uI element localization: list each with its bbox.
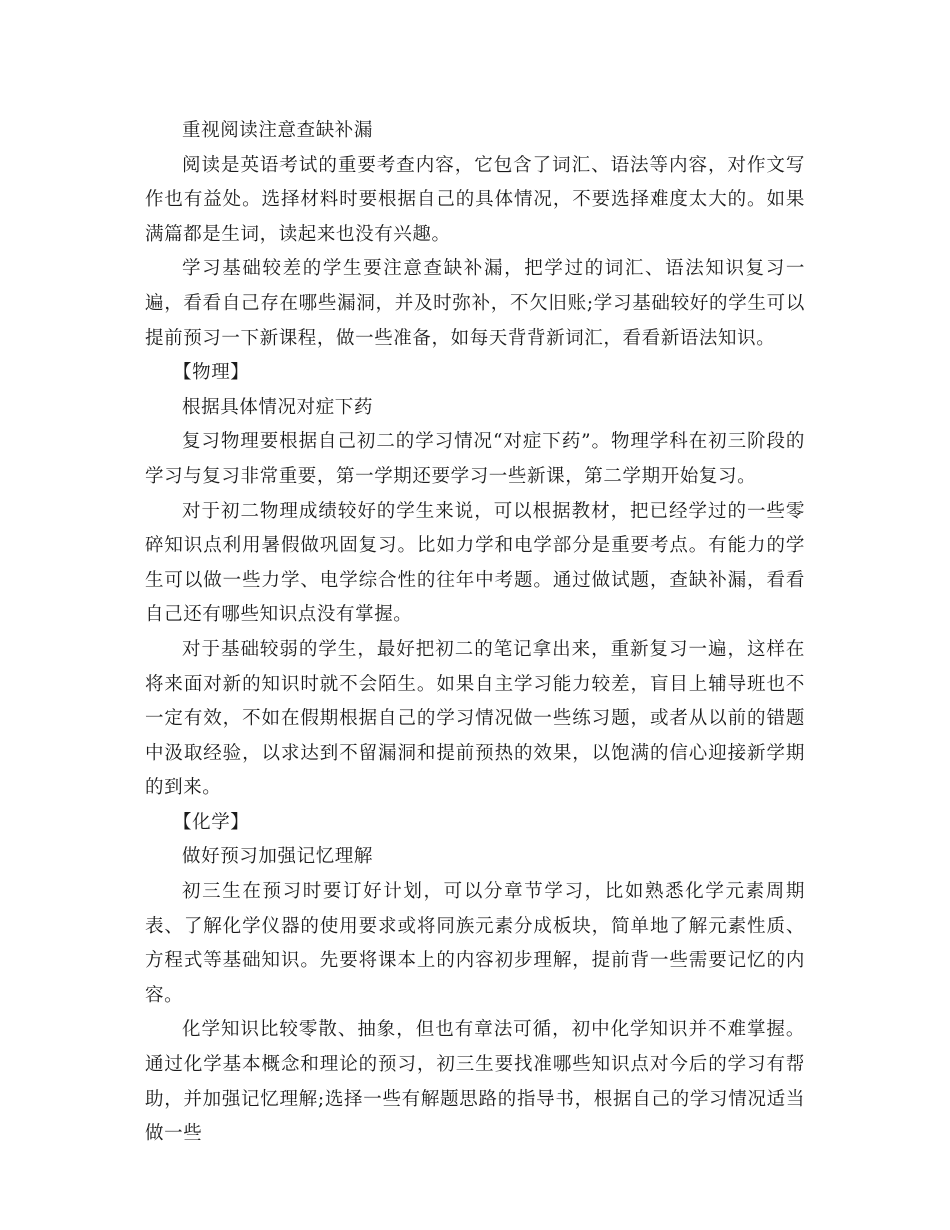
paragraph-physics-weak: 对于基础较弱的学生，最好把初二的笔记拿出来，重新复习一遍，这样在将来面对新的知识时就不会陌生。如果自主学习能力较差，盲目上辅导班也不一定有效，不如在假期根据自己的学习情况做一些练习题，或者从以前的错题中汲取经验，以求达到不留漏洞和提前预热的效果，以饱满的信心迎接新学期的到来。 <box>145 638 805 799</box>
paragraph-chemistry-memory: 化学知识比较零散、抽象，但也有章法可循，初中化学知识并不难掌握。通过化学基本概念和理论的预习，初三生要找准哪些知识点对今后的学习有帮助，并加强记忆理解;选择一些有解题思路的指导书，根据自己的学习情况适当做一些 <box>145 1019 805 1145</box>
paragraph-physics-intro: 复习物理要根据自己初二的学习情况“对症下药”。物理学科在初三阶段的学习与复习非常重要，第一学期还要学习一些新课，第二学期开始复习。 <box>145 431 805 487</box>
paragraph-physics-strong: 对于初二物理成绩较好的学生来说，可以根据教材，把已经学过的一些零碎知识点利用暑假做巩固复习。比如力学和电学部分是重要考点。有能力的学生可以做一些力学、电学综合性的往年中考题。通过做试题，查缺补漏，看看自己还有哪些知识点没有掌握。 <box>145 500 805 626</box>
subheading-chemistry: 做好预习加强记忆理解 <box>182 846 374 868</box>
subheading-physics: 根据具体情况对症下药 <box>182 396 374 418</box>
paragraph-english-reading: 阅读是英语考试的重要考查内容，它包含了词汇、语法等内容，对作文写作也有益处。选择材料时要根据自己的具体情况，不要选择难度太大的。如果满篇都是生词，读起来也没有兴趣。 <box>145 154 805 245</box>
subheading-english-reading: 重视阅读注意查缺补漏 <box>182 120 374 141</box>
paragraph-chemistry-preview: 初三生在预习时要订好计划，可以分章节学习，比如熟悉化学元素周期表、了解化学仪器的使用要求或将同族元素分成板块，简单地了解元素性质、方程式等基础知识。先要将课本上的内容初步理解，提前背一些需要记忆的内容。 <box>145 881 805 1006</box>
section-title-chemistry: 【化学】 <box>173 811 250 833</box>
section-title-physics: 【物理】 <box>173 362 250 384</box>
paragraph-english-review: 学习基础较差的学生要注意查缺补漏，把学过的词汇、语法知识复习一遍，看看自己存在哪些漏洞，并及时弥补，不欠旧账;学习基础较好的学生可以提前预习一下新课程，做一些准备，如每天背背新词汇，看看新语法知识。 <box>145 258 805 349</box>
document-body <box>145 114 805 1152</box>
